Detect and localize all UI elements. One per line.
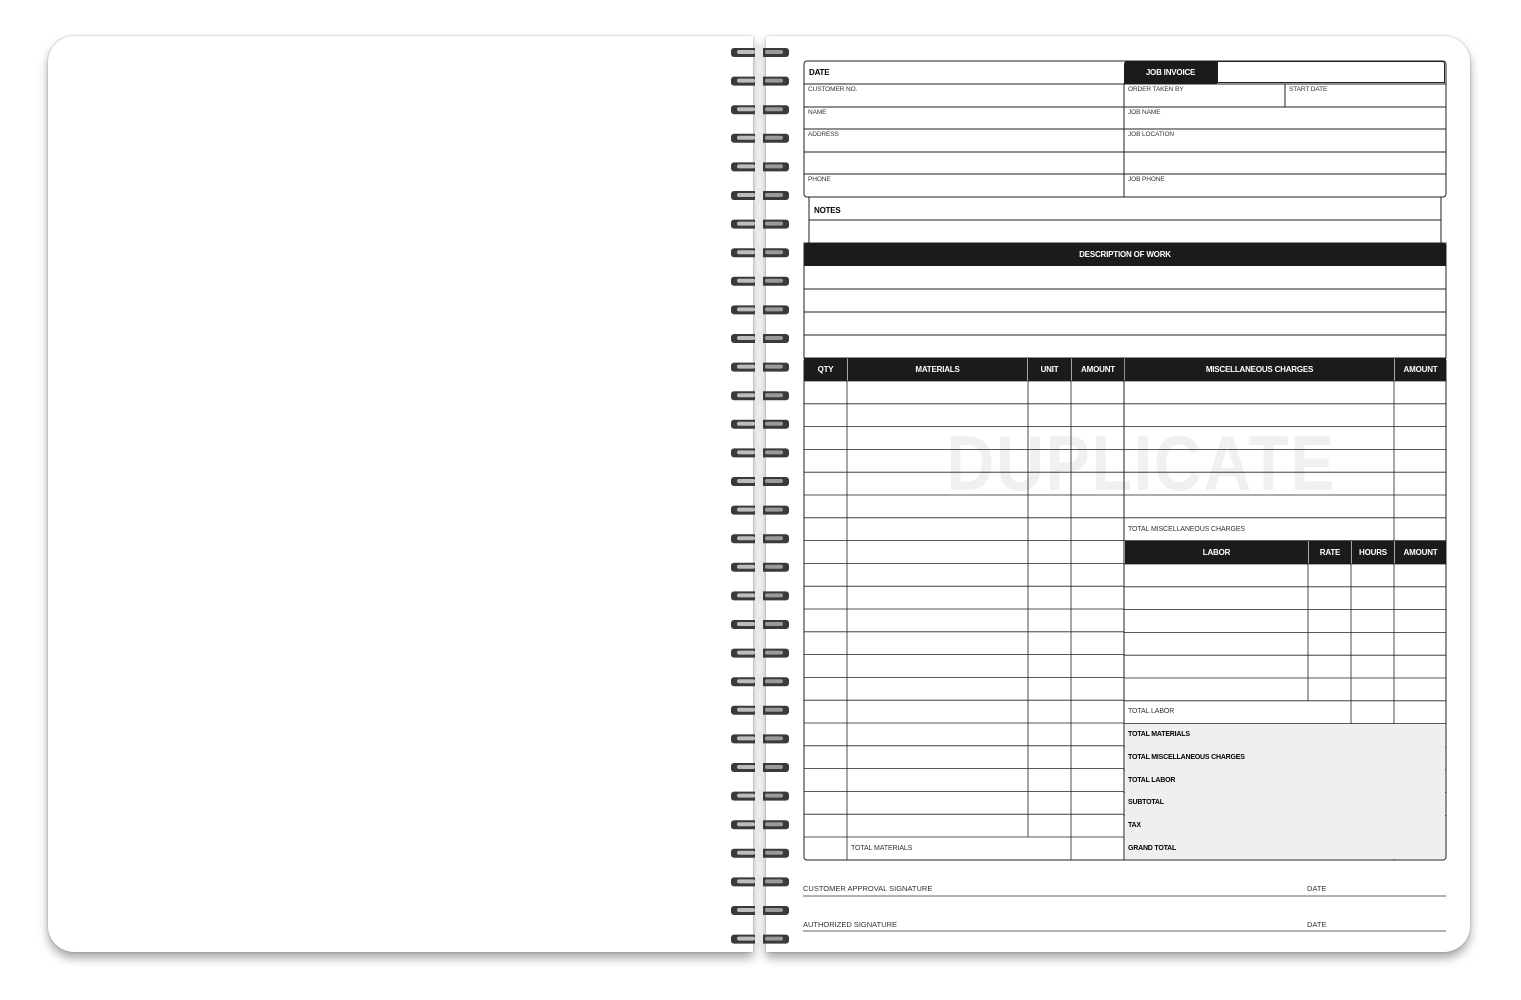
spiral-coil: [731, 302, 789, 318]
spiral-coil: [731, 846, 789, 862]
total-misc-charges-label: TOTAL MISCELLANEOUS CHARGES: [1128, 526, 1245, 533]
spiral-coil: [731, 102, 789, 118]
spiral-coil: [731, 789, 789, 805]
spiral-coil: [731, 159, 789, 175]
spiral-coil: [731, 560, 789, 576]
job-name-label: JOB NAME: [1128, 109, 1161, 116]
materials-amount-header: AMOUNT: [1072, 358, 1124, 381]
summary-total-materials: TOTAL MATERIALS: [1128, 731, 1190, 738]
spiral-binding: [725, 36, 795, 952]
name-label: NAME: [808, 109, 827, 116]
notes-label: NOTES: [814, 206, 841, 215]
summary-subtotal: SUBTOTAL: [1128, 799, 1164, 806]
customer-date-label: DATE: [1307, 884, 1327, 893]
hours-header: HOURS: [1352, 541, 1394, 564]
spiral-coil: [731, 932, 789, 948]
spiral-coil: [731, 674, 789, 690]
address-label: ADDRESS: [808, 131, 839, 138]
spiral-coil: [731, 360, 789, 376]
invoice-number-box[interactable]: [1217, 61, 1445, 83]
misc-amount-header: AMOUNT: [1395, 358, 1446, 381]
unit-header: UNIT: [1028, 358, 1071, 381]
date-label: DATE: [809, 68, 830, 77]
job-location-label: JOB LOCATION: [1128, 131, 1174, 138]
duplicate-watermark: DUPLICATE: [946, 419, 1337, 507]
total-labor-label: TOTAL LABOR: [1128, 708, 1175, 715]
total-materials-label: TOTAL MATERIALS: [851, 845, 913, 852]
spiral-coil: [731, 817, 789, 833]
order-taken-by-label: ORDER TAKEN BY: [1128, 86, 1184, 93]
spiral-coil: [731, 245, 789, 261]
spiral-coil: [731, 417, 789, 433]
spiral-coil: [731, 274, 789, 290]
spiral-coil: [731, 474, 789, 490]
job-invoice-title: JOB INVOICE: [1124, 61, 1217, 84]
spiral-coil: [731, 588, 789, 604]
qty-header: QTY: [804, 358, 847, 381]
spiral-coil: [731, 617, 789, 633]
spiral-coil: [731, 503, 789, 519]
spiral-coil: [731, 731, 789, 747]
spiral-coil: [731, 874, 789, 890]
spiral-coil: [731, 331, 789, 347]
labor-header: LABOR: [1125, 541, 1308, 564]
authorized-date-label: DATE: [1307, 920, 1327, 929]
spiral-coil: [731, 646, 789, 662]
spiral-coil: [731, 531, 789, 547]
start-date-label: START DATE: [1289, 86, 1328, 93]
labor-amount-header: AMOUNT: [1395, 541, 1446, 564]
job-phone-label: JOB PHONE: [1128, 176, 1165, 183]
materials-header: MATERIALS: [848, 358, 1027, 381]
spiral-coil: [731, 45, 789, 61]
spiral-coil: [731, 703, 789, 719]
description-of-work-header: DESCRIPTION OF WORK: [804, 243, 1446, 266]
misc-charges-header: MISCELLANEOUS CHARGES: [1125, 358, 1394, 381]
spiral-coil: [731, 445, 789, 461]
rate-header: RATE: [1309, 541, 1351, 564]
spiral-coil: [731, 131, 789, 147]
spiral-coil: [731, 760, 789, 776]
summary-total-labor: TOTAL LABOR: [1128, 777, 1176, 784]
spiral-coil: [731, 388, 789, 404]
spiral-coil: [731, 188, 789, 204]
summary-total-misc: TOTAL MISCELLANEOUS CHARGES: [1128, 754, 1245, 761]
summary-grand-total: GRAND TOTAL: [1128, 845, 1177, 852]
customer-signature-label: CUSTOMER APPROVAL SIGNATURE: [803, 884, 933, 893]
phone-label: PHONE: [808, 176, 831, 183]
summary-tax: TAX: [1128, 822, 1141, 829]
spiral-coil: [731, 903, 789, 919]
totals-shading: [1125, 724, 1445, 859]
customer-no-label: CUSTOMER NO.: [808, 86, 858, 93]
authorized-signature-label: AUTHORIZED SIGNATURE: [803, 920, 898, 929]
spiral-coil: [731, 74, 789, 90]
spiral-coil: [731, 217, 789, 233]
